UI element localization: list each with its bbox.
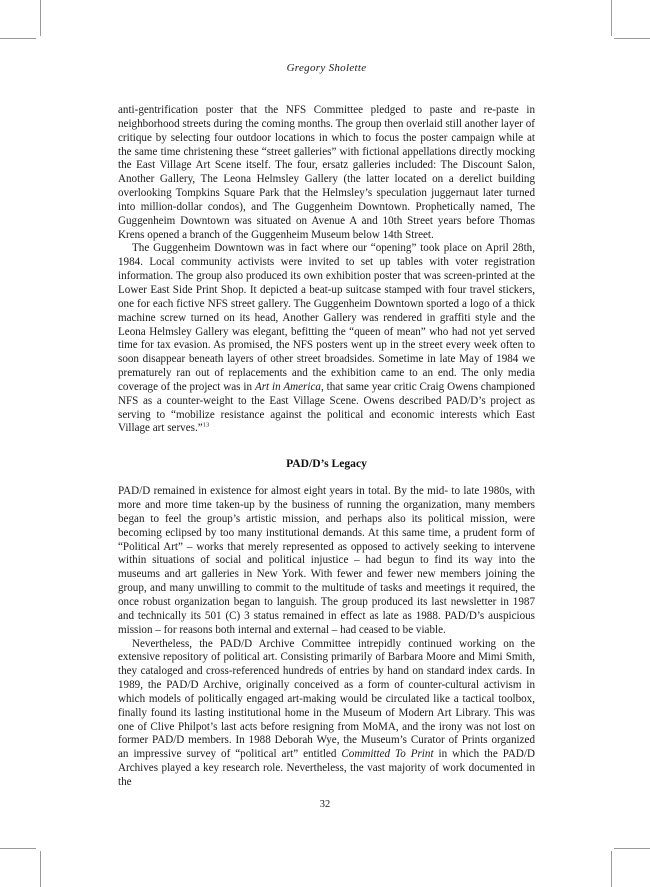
text-run: in which the PAD/D Archives played a key research role. Nevertheless, the vast majority of work documented in the (118, 748, 536, 788)
crop-mark-top-right-vertical (611, 0, 612, 36)
page-number: 32 (319, 799, 331, 810)
crop-mark-top-left-horizontal (0, 38, 36, 39)
crop-mark-bottom-right-vertical (611, 851, 612, 887)
crop-mark-bottom-right-horizontal (614, 848, 650, 849)
text-run: PAD/D remained in existence for almost eight years in total. By the mid- to late 1980s, with more and more time taken-up by the business of running the organization, many members began to feel the group’s artistic mission, and perhaps also its political mission, were becoming eclipsed by too many institutional demands. At this same time, a prudent form of “Political Art” – works that merely represented as opposed to actively seeking to intervene within situations of social and political injustice – had begun to find its way into the museums and art galleries in New York. With fewer and fewer new members joining the group, and many unwilling to commit to the multitude of tasks and meetings it required, the once robust organization began to languish. The group produced its last newsletter in 1987 and technically its 501 (C) 3 status remained in effect as late as 1988. PAD/D’s auspicious mission – for reasons both internal and external – had ceased to be viable. (118, 485, 535, 636)
text-run: Nevertheless, the PAD/D Archive Committee intrepidly continued working on the extensive repository of political art. Consisting primarily of Barbara Moore and Mimi Smith, they cataloged and cross-referenced hundreds of entries by hand on standard index cards. In 1989, the PAD/D Archive, originally conceived as a form of counter-cultural activism in which models of politically engaged art-making would be circulated like a tactical toolbox, finally found its lasting institutional home in the Museum of Modern Art Library. This was one of Clive Philpot’s last acts before resigning from MoMA, and the irony was not lost on former PAD/D members. In 1988 Deborah Wye, the Museum’s Curator of Prints organized an impressive survey of “political art” entitled (118, 637, 535, 761)
text-column (118, 62, 535, 790)
body-paragraphs-before-heading (118, 104, 535, 436)
footnote-reference[interactable]: 13 (202, 421, 210, 429)
par-paddd-decline (118, 485, 535, 637)
crop-mark-top-left-vertical (40, 0, 41, 36)
text-run: , that same year critic Craig Owens championed NFS as a counter-weight to the East Village Scene. Owens described PAD/D’s project as serving to “mobilize resistance against the political and economic interests which East Village art serves.” (118, 380, 536, 435)
par-nfs-poster (118, 104, 535, 242)
section-heading: PAD/D’s Legacy (286, 457, 367, 471)
text-run: The Guggenheim Downtown was in fact where our “opening” took place on April 28th, 1984. Local community activists were invited to set up tables with voter registration information. The group also produced its own exhibition poster that was screen-printed at the Lower East Side Print Shop. It depicted a beat-up suitcase stamped with four travel stickers, one for each fictive NFS street gallery. The Guggenheim Downtown sported a logo of a thick machine screw turned on its head, Another Gallery was rendered in graffiti style and the Leona Helmsley Gallery was elegant, befitting the “queen of mean” who had not yet served time for tax evasion. As promised, the NFS posters went up in the street every week often to soon disappear beneath layers of other street broadsides. Sometime in late May of 1984 we prematurely ran out of replacements and the exhibition came to an end. The only media coverage of the project was in (118, 242, 535, 393)
body-paragraphs-after-heading (118, 485, 535, 790)
par-guggenheim-opening (118, 242, 535, 436)
crop-mark-bottom-left-vertical (40, 851, 41, 887)
italic-title: Art in America (254, 380, 321, 393)
crop-mark-bottom-left-horizontal (0, 848, 36, 849)
italic-title: Committed To Print (341, 748, 434, 761)
crop-mark-top-right-horizontal (614, 38, 650, 39)
text-run: anti-gentrification poster that the NFS Committee pledged to paste and re-paste in neighborhood streets during the coming months. The group then overlaid still another layer of critique by selecting four outdoor locations in which to focus the poster campaign while at the same time christening these “street galleries” with fictional appellations directly mocking the East Village Art Scene itself. The four, ersatz galleries included: The Discount Salon, Another Gallery, The Leona Helmsley Gallery (the latter located on a derelict building overlooking Tompkins Square Park that the Helmsley’s speculation juggernaut later turned into million-dollar condos), and The Guggenheim Downtown. Prophetically named, The Guggenheim Downtown was situated on Avenue A and 10th Street years before Thomas Krens opened a branch of the Guggenheim Museum below 14th Street. (118, 104, 535, 241)
par-archive-committee (118, 638, 535, 790)
running-head: Gregory Sholette (286, 62, 367, 74)
